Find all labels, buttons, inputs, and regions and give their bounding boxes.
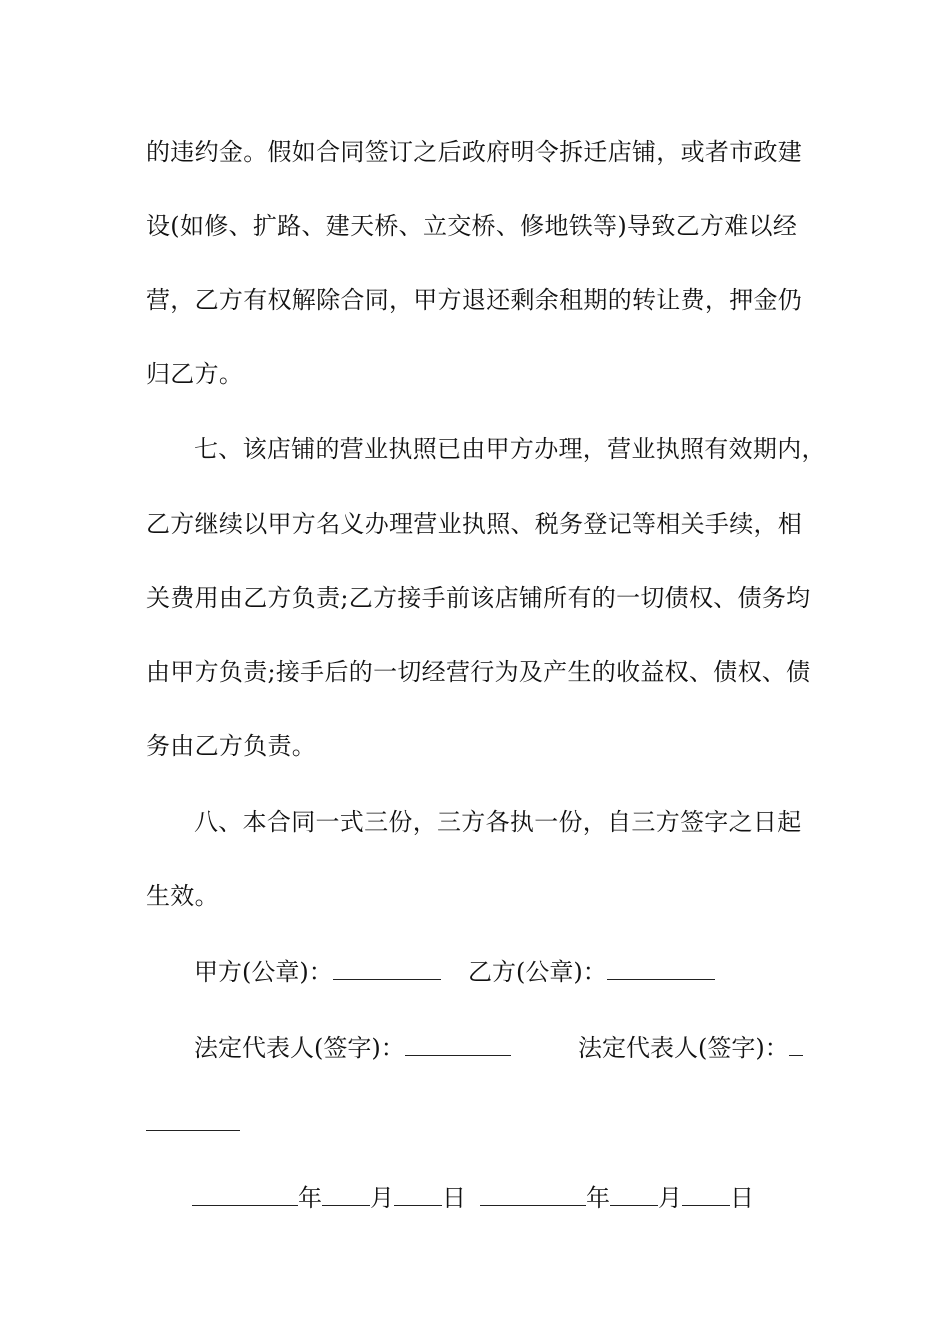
date-a-row: [192, 1182, 466, 1214]
date-a-year-label: 年: [298, 1184, 322, 1212]
party-a-seal-row: [194, 956, 441, 988]
date-b-row: [480, 1182, 754, 1214]
date-a-year-blank: [192, 1183, 298, 1206]
paragraph-line: 七、该店铺的营业执照已由甲方办理，营业执照有效期内，: [194, 435, 826, 463]
paragraph-line: 乙方继续以甲方名义办理营业执照、税务登记等相关手续，相: [146, 510, 803, 538]
date-a-month-label: 月: [370, 1184, 394, 1212]
rep-b-row: [578, 1032, 803, 1064]
paragraph-line: 营，乙方有权解除合同，甲方退还剩余租期的转让费，押金仍: [146, 286, 803, 314]
paragraph-line: 八、本合同一式三份，三方各执一份，自三方签字之日起: [194, 808, 802, 836]
paragraph-line: 的违约金。假如合同签订之后政府明令拆迁店铺，或者市政建: [146, 138, 803, 166]
rep-a-blank: [405, 1033, 511, 1056]
party-b-seal-label: 乙方(公章)：: [468, 958, 607, 986]
party-a-seal-blank: [333, 957, 441, 980]
date-a-day-label: 日: [442, 1184, 466, 1212]
rep-b-blank: [789, 1033, 803, 1056]
date-b-day-blank: [682, 1183, 730, 1206]
rep-a-row: [194, 1032, 511, 1064]
rep-a-label: 法定代表人(签字)：: [194, 1034, 405, 1062]
rep-b-blank-continuation: [146, 1130, 240, 1131]
date-b-month-blank: [610, 1183, 658, 1206]
party-b-seal-row: [468, 956, 715, 988]
paragraph-line: 生效。: [146, 882, 219, 910]
date-b-year-label: 年: [586, 1184, 610, 1212]
date-a-day-blank: [394, 1183, 442, 1206]
date-a-month-blank: [322, 1183, 370, 1206]
party-b-seal-blank: [607, 957, 715, 980]
paragraph-line: 归乙方。: [146, 360, 244, 388]
paragraph-line: 由甲方负责;接手后的一切经营行为及产生的收益权、债权、债: [146, 658, 811, 686]
date-b-year-blank: [480, 1183, 586, 1206]
paragraph-line: 关费用由乙方负责;乙方接手前该店铺所有的一切债权、债务均: [146, 584, 811, 612]
date-b-day-label: 日: [730, 1184, 754, 1212]
date-b-month-label: 月: [658, 1184, 682, 1212]
paragraph-line: 务由乙方负责。: [146, 732, 317, 760]
paragraph-line: 设(如修、扩路、建天桥、立交桥、修地铁等)导致乙方难以经: [146, 212, 798, 240]
rep-b-label: 法定代表人(签字)：: [578, 1034, 789, 1062]
party-a-seal-label: 甲方(公章)：: [194, 958, 333, 986]
